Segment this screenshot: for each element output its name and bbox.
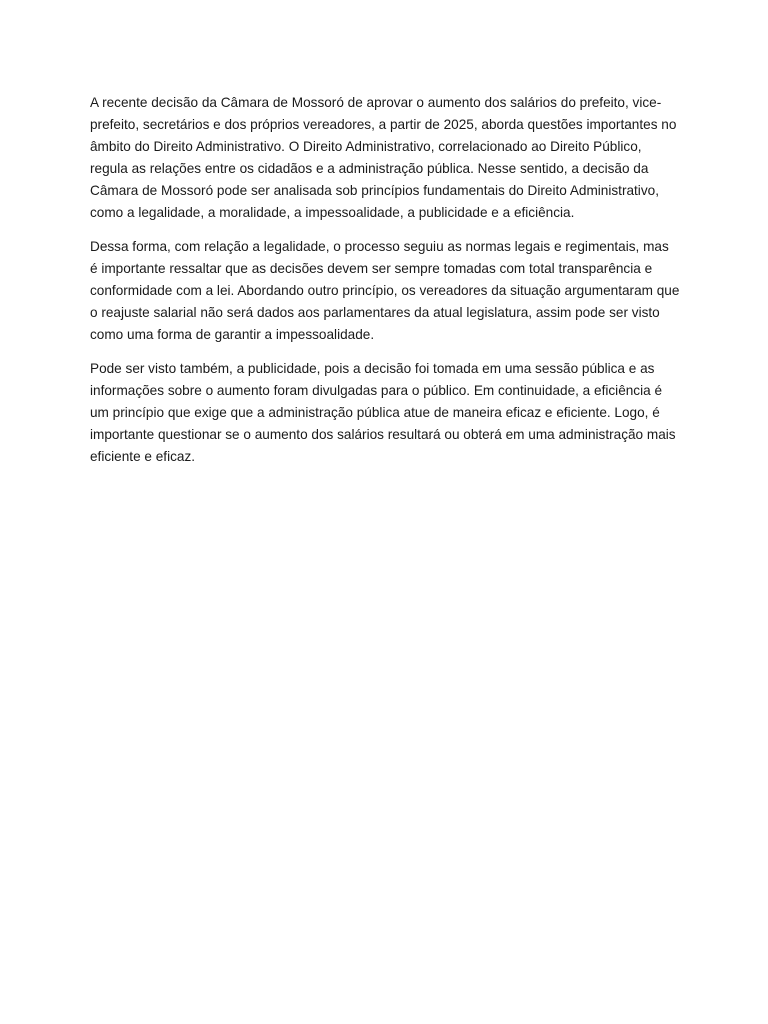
- paragraph-3: Pode ser visto também, a publicidade, pois a decisão foi tomada em uma sessão pública e as informações sobre o aumento foram divulgadas para o público. Em continuidade, a eficiência é um princípio que exige que a administração pública atue de maneira eficaz e eficiente. Logo, é importante questionar se o aumento dos salários resultará ou obterá em uma administração mais eficiente e eficaz.: [90, 360, 676, 464]
- paragraph-2: Dessa forma, com relação a legalidade, o processo seguiu as normas legais e regimentais, mas é importante ressaltar que as decisões devem ser sempre tomadas com total transparência e conformidade com a lei. Abordando outro princípio, os vereadores da situação argumentaram que o reajuste salarial não será dados aos parlamentares da atual legislatura, assim pode ser visto como uma forma de garantir a impessoalidade.: [90, 238, 680, 342]
- document-body: [90, 92, 680, 480]
- paragraph-1: A recente decisão da Câmara de Mossoró de aprovar o aumento dos salários do prefeito, vice-prefeito, secretários e dos próprios vereadores, a partir de 2025, aborda questões importantes no âmbito do Direito Administrativo. O Direito Administrativo, correlacionado ao Direito Público, regula as relações entre os cidadãos e a administração pública. Nesse sentido, a decisão da Câmara de Mossoró pode ser analisada sob princípios fundamentais do Direito Administrativo, como a legalidade, a moralidade, a impessoalidade, a publicidade e a eficiência.: [90, 95, 677, 220]
